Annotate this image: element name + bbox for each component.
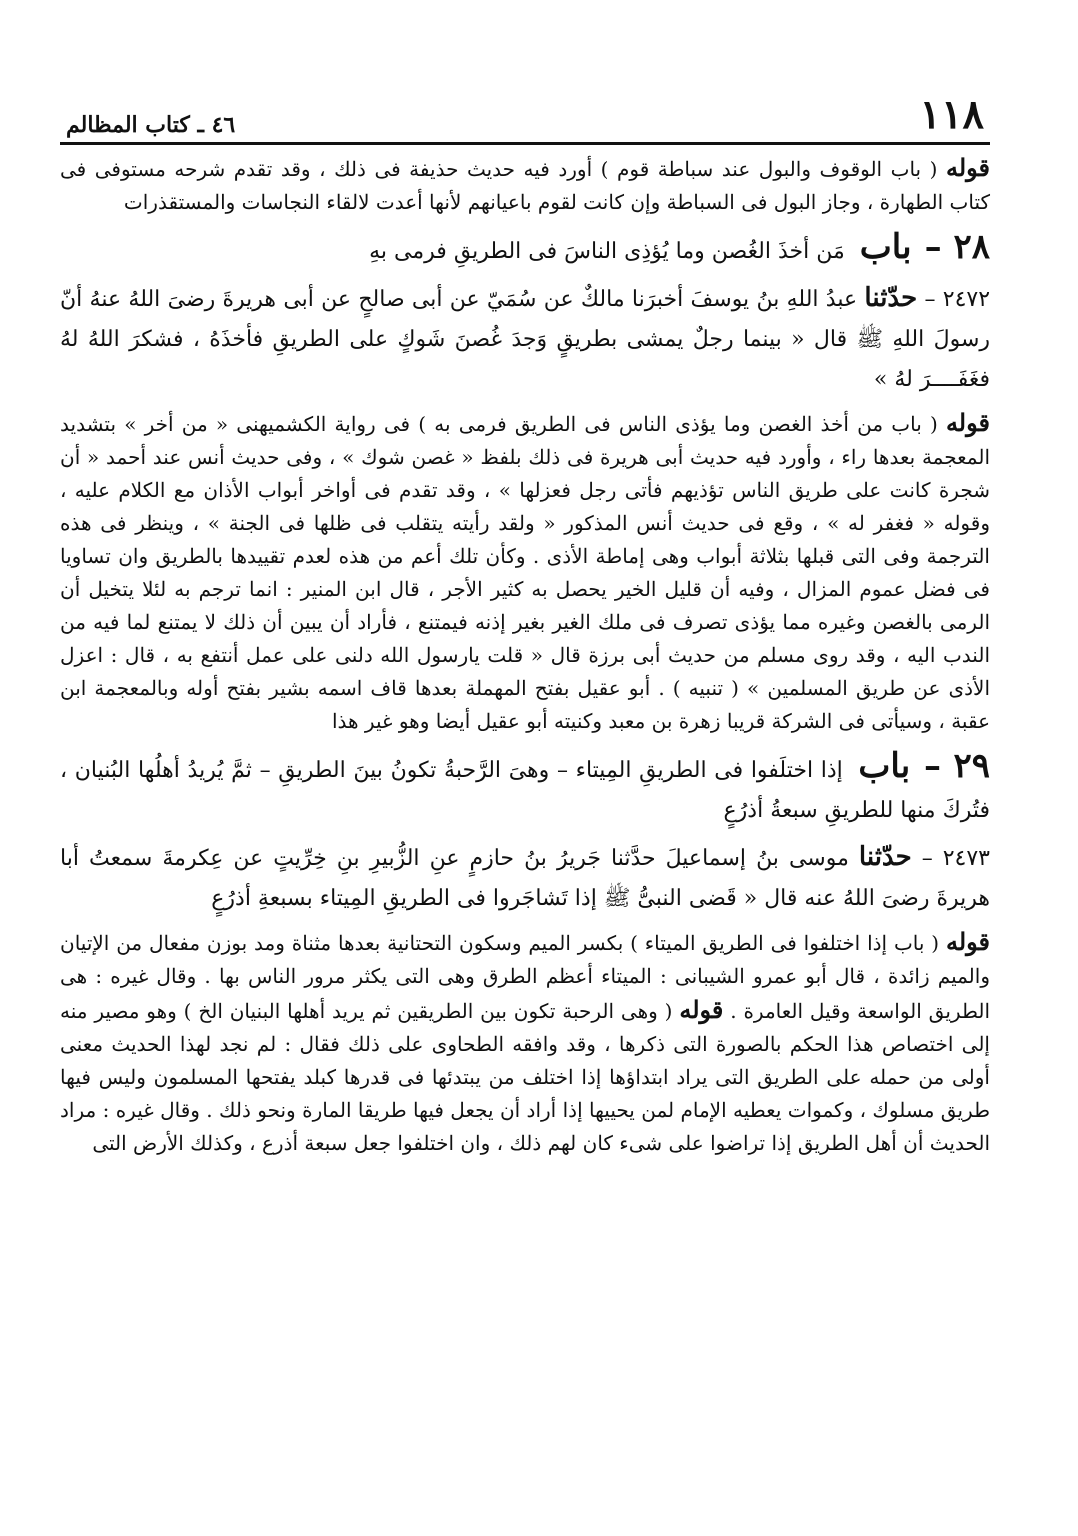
commentary-text: ( باب من أخذ الغصن وما يؤذى الناس فى الطريق فرمى به ) فى رواية الكشميهنى « من أخر » بتشديد المعجمة بعدها راء ، وأورد فيه حديث أبى هريرة فى ذلك بلفظ « غصن شوك » ، وفى حديث أنس عند أحمد « أن شجرة كانت على طريق الناس تؤذيهم فأتى رجل فعزلها » ، وقد تقدم فى أواخر أبواب الأذان مع الكلام عليه ، وقوله « فغفر له » ، وقع فى حديث أنس المذكور « ولقد رأيته يتقلب فى ظلها فى الجنة » ، وينظر فى هذه الترجمة وفى التى قبلها بثلاثة أبواب وهى إماطة الأذى . وكأن تلك أعم من هذه لعدم تقييدها بالطريق وان تساويا فى فضل عموم المزال ، وفيه أن قليل الخير يحصل به كثير الأجر ، قال ابن المنير : انما ترجم به لئلا يتخيل أن الرمى بالغصن وغيره مما يؤذى تصرف فى ملك الغير بغير إذنه فيمتنع ، فأراد أن يبين أن ذلك لا يمتنع لما فيه من الندب اليه ، وقد روى مسلم من حديث أبى برزة قال « قلت يارسول الله دلنى على عمل أنتفع به ، قال : اعزل الأذى عن طريق المسلمين » ( تنبيه ) . أبو عقيل بفتح المهملة بعدها قاف اسمه بشير بفتح أوله وبالمعجمة ابن عقبة ، وسيأتى فى الشركة قريبا زهرة بن معبد وكنيته أبو عقيل أيضا وهو غير هذا (60, 412, 990, 733)
commentary-text: ( باب الوقوف والبول عند سباطة قوم ) أورد فيه حديث حذيفة فى ذلك ، وقد تقدم شرحه مستوفى فى كتاب الطهارة ، وجاز البول فى السباطة وإن كانت لقوم باعيانهم لأنها أعدت لالقاء النجاسات والمستقذرات (60, 157, 990, 214)
hadith-number: ٢٤٧٣ – (921, 846, 990, 871)
page-number: ١١٨ (919, 91, 984, 138)
commentary-lead: قوله (679, 995, 724, 1024)
chapter-title: مَن أخذَ الغُصن وما يُؤذِى الناسَ فى الطريقِ فرمى بهِ (369, 239, 845, 264)
commentary-lead: قوله (945, 153, 991, 182)
chapter-title: إذا اختلَفوا فى الطريقِ المِيتاء – وهىَ الرَّحبةُ تكونُ بينَ الطريقِ – ثمَّ يُريدُ أهلُها البُنيان ، فتُركَ منها للطريقِ سبعةُ أذرُعٍ (60, 758, 990, 823)
commentary-text: ( وهى الرحبة تكون بين الطريقين ثم يريد أهلها البنيان الخ ) وهو مصير منه إلى اختصاص هذا الحكم بالصورة التى ذكرها ، وقد وافقه الطحاوى على ذلك فقال : لم نجد لهذا الحديث معنى أولى من حمله على الطريق التى يراد ابتداؤها إذا اختلف من يبتدئها فى قدرها كبلد يفتحها المسلمون وليس فيها طريق مسلوك ، وكموات يعطيه الإمام لمن يحييها إذا أراد أن يجعل فيها طريقا المارة ونحو ذلك . وقال غيره : مراد الحديث أن أهل الطريق إذا تراضوا على شىء كان لهم ذلك ، وان اختلفوا جعل سبعة أذرع ، وكذلك الأرض التى (60, 999, 990, 1155)
chapter-bab: باب (858, 746, 911, 786)
commentary-lead: قوله (945, 927, 991, 956)
hadith-number: ٢٤٧٢ – (924, 287, 991, 312)
hadith-paragraph (60, 278, 990, 400)
hadith-text: موسى بنُ إسماعيلَ حدَّثنا جَريرُ بنُ حازمٍ عنِ الزُّبيرِ بنِ خِرِّيتٍ عن عِكرمةَ سمعتُ أبا هريرةَ رضىَ اللهُ عنه قال « قَضى النبىُّ ﷺ إذا تَشاجَروا فى الطريقِ المِيتاء بسبعةِ أذرُعٍ (60, 846, 990, 911)
hadith-text: عبدُ اللهِ بنُ يوسفَ أخبرَنا مالكٌ عن سُمَيّ عن أبى صالحٍ عن أبى هريرةَ رضىَ اللهُ عنهُ أنّ رسولَ اللهِ ﷺ قال « بينما رجلٌ يمشى بطريقٍ وَجدَ غُصنَ شَوكٍ على الطريقِ فأخذَهُ ، فشكرَ اللهُ لهُ فغَفَــــرَ لهُ » (60, 287, 990, 392)
chapter-heading (60, 227, 990, 272)
commentary-lead: قوله (945, 408, 990, 437)
document-page (60, 80, 990, 1520)
book-title: ٤٦ ـ كتاب المظالم (66, 112, 236, 138)
chapter-bab: باب (859, 227, 912, 267)
chapter-heading (60, 746, 990, 831)
page-header (60, 80, 990, 145)
chapter-number: ٢٩ – (923, 746, 990, 786)
commentary-text: ( باب إذا اختلفوا فى الطريق الميتاء ) بكسر الميم وسكون التحتانية بعدها مثناة ومد بوزن مفعال من الإتيان والميم زائدة ، قال أبو عمرو الشيبانى : الميتاء أعظم الطرق وهى التى يكثر مرور الناس بها . وقال غيره : هى الطريق الواسعة وقيل العامرة . (60, 931, 991, 1023)
hadith-paragraph (60, 837, 990, 919)
chapter-number: ٢٨ – (924, 227, 990, 267)
commentary-paragraph (60, 925, 990, 1160)
hadith-lead: حدّثنا (864, 283, 918, 313)
commentary-paragraph (60, 406, 990, 738)
hadith-lead: حدّثنا (858, 842, 912, 872)
commentary-paragraph (60, 151, 990, 219)
